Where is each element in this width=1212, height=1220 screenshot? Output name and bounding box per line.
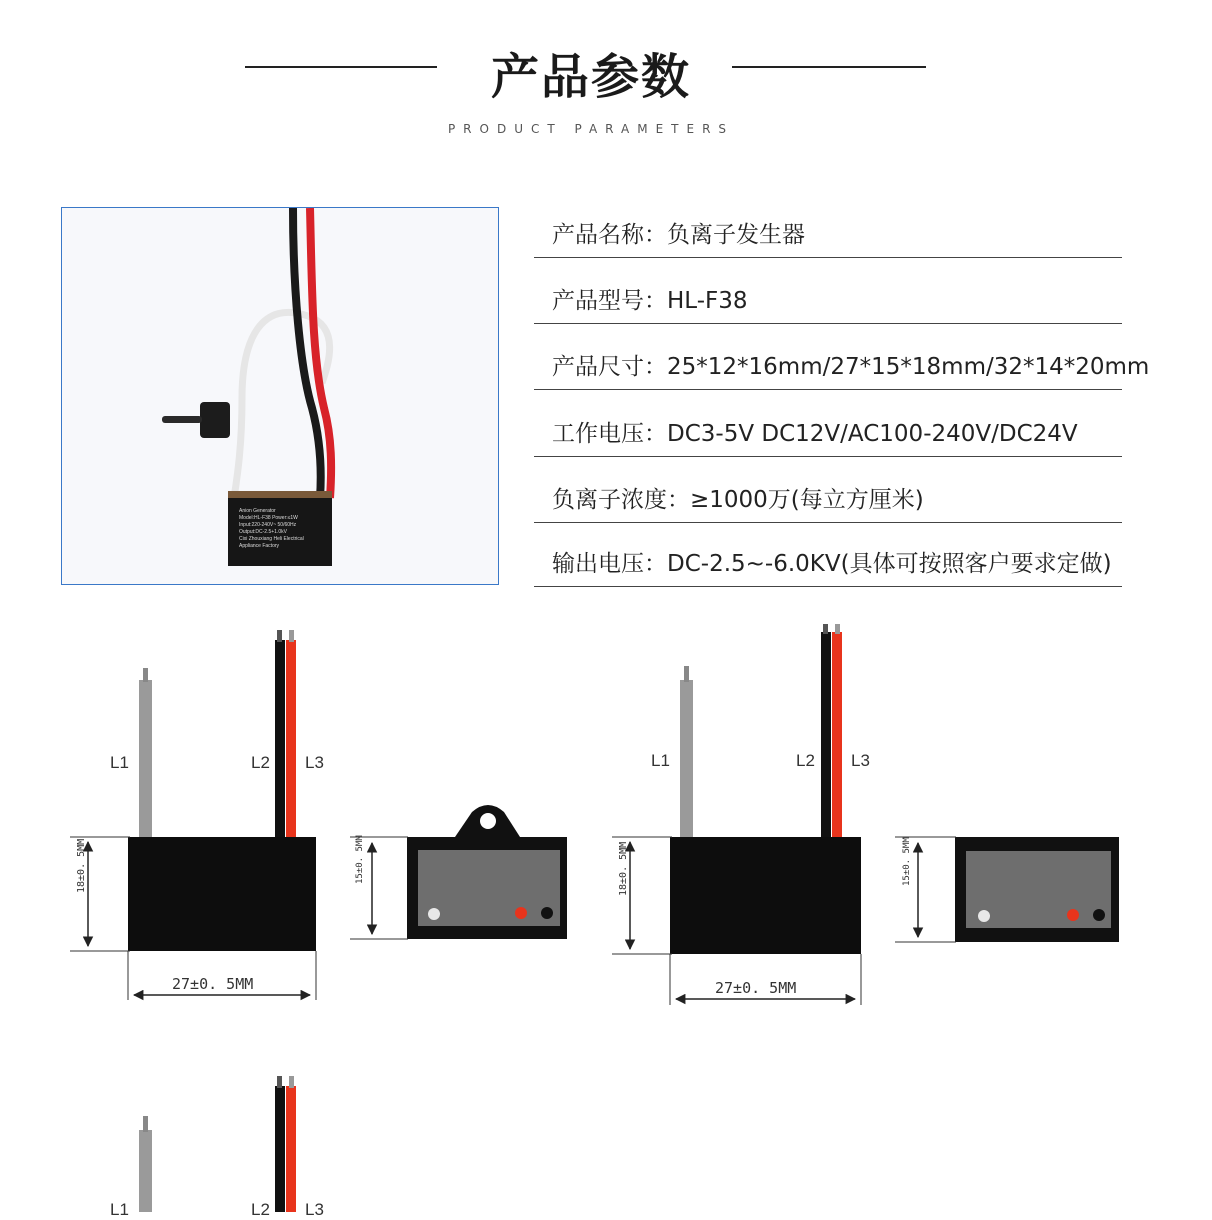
product-label-line: Anion Generator <box>239 508 276 514</box>
width-dimension-right: 27±0. 5MM <box>715 979 797 997</box>
wire-label-l1: L1 <box>110 753 129 772</box>
product-label-line: Output:DC-2.5+1.0kV <box>239 529 287 535</box>
wire-label-l2: L2 <box>251 1200 270 1219</box>
param-label: 产品型号： <box>552 288 667 314</box>
page-title: 产品参数 <box>490 49 691 105</box>
param-value: 25*12*16mm/27*15*18mm/32*14*20mm <box>667 354 1150 380</box>
front-view-left <box>70 630 316 1000</box>
height-dimension-left: 18±0. 5MM <box>76 838 87 893</box>
param-value: DC-2.5~-6.0KV(具体可按照客户要求定做) <box>667 551 1112 577</box>
product-photo <box>61 207 499 585</box>
page-subtitle: PRODUCT PARAMETERS <box>447 122 735 136</box>
wire-label-l2: L2 <box>251 753 270 772</box>
wire-label-l1: L1 <box>110 1200 129 1219</box>
param-value: HL-F38 <box>667 288 748 314</box>
side-view-right <box>895 837 1119 942</box>
param-row-output-voltage <box>534 520 1122 587</box>
param-row-ion-density <box>534 456 1122 523</box>
param-label: 产品名称： <box>552 222 667 248</box>
product-label-line: Cixi Zhouxiang Heli Electrical <box>239 536 304 542</box>
product-label-line: Input:220-240V~ 50/60Hz <box>239 522 297 528</box>
param-label: 输出电压： <box>552 551 667 577</box>
param-label: 产品尺寸： <box>552 354 667 380</box>
wire-label-l3: L3 <box>851 751 870 770</box>
side-view-left <box>350 805 567 939</box>
wire-label-l3: L3 <box>305 753 324 772</box>
dimension-drawings <box>0 600 1212 1212</box>
front-view-right <box>612 624 861 1005</box>
param-value: DC3-5V DC12V/AC100-240V/DC24V <box>667 421 1078 447</box>
wire-label-l1: L1 <box>651 751 670 770</box>
param-value: 负离子发生器 <box>667 222 805 248</box>
wire-label-l2: L2 <box>796 751 815 770</box>
param-row-model <box>534 257 1122 324</box>
height-dimension-right: 18±0. 5MM <box>618 841 629 896</box>
front-view-bottom <box>139 1076 296 1212</box>
param-row-size <box>534 323 1150 390</box>
product-label <box>239 508 325 550</box>
product-label-line: Appliance Factory <box>239 543 280 549</box>
param-label: 负离子浓度： <box>552 487 690 513</box>
product-label-line: Model:HL-F38 Power:≤1W <box>239 515 298 521</box>
param-row-name <box>534 191 1122 258</box>
param-label: 工作电压： <box>552 421 667 447</box>
wire-label-l3: L3 <box>305 1200 324 1219</box>
side-dimension-left: 15±0. 5MM <box>355 835 365 884</box>
param-value: ≥1000万(每立方厘米) <box>690 487 924 513</box>
width-dimension-left: 27±0. 5MM <box>172 975 254 993</box>
param-row-voltage <box>534 390 1122 457</box>
side-dimension-right: 15±0. 5MM <box>902 837 912 886</box>
